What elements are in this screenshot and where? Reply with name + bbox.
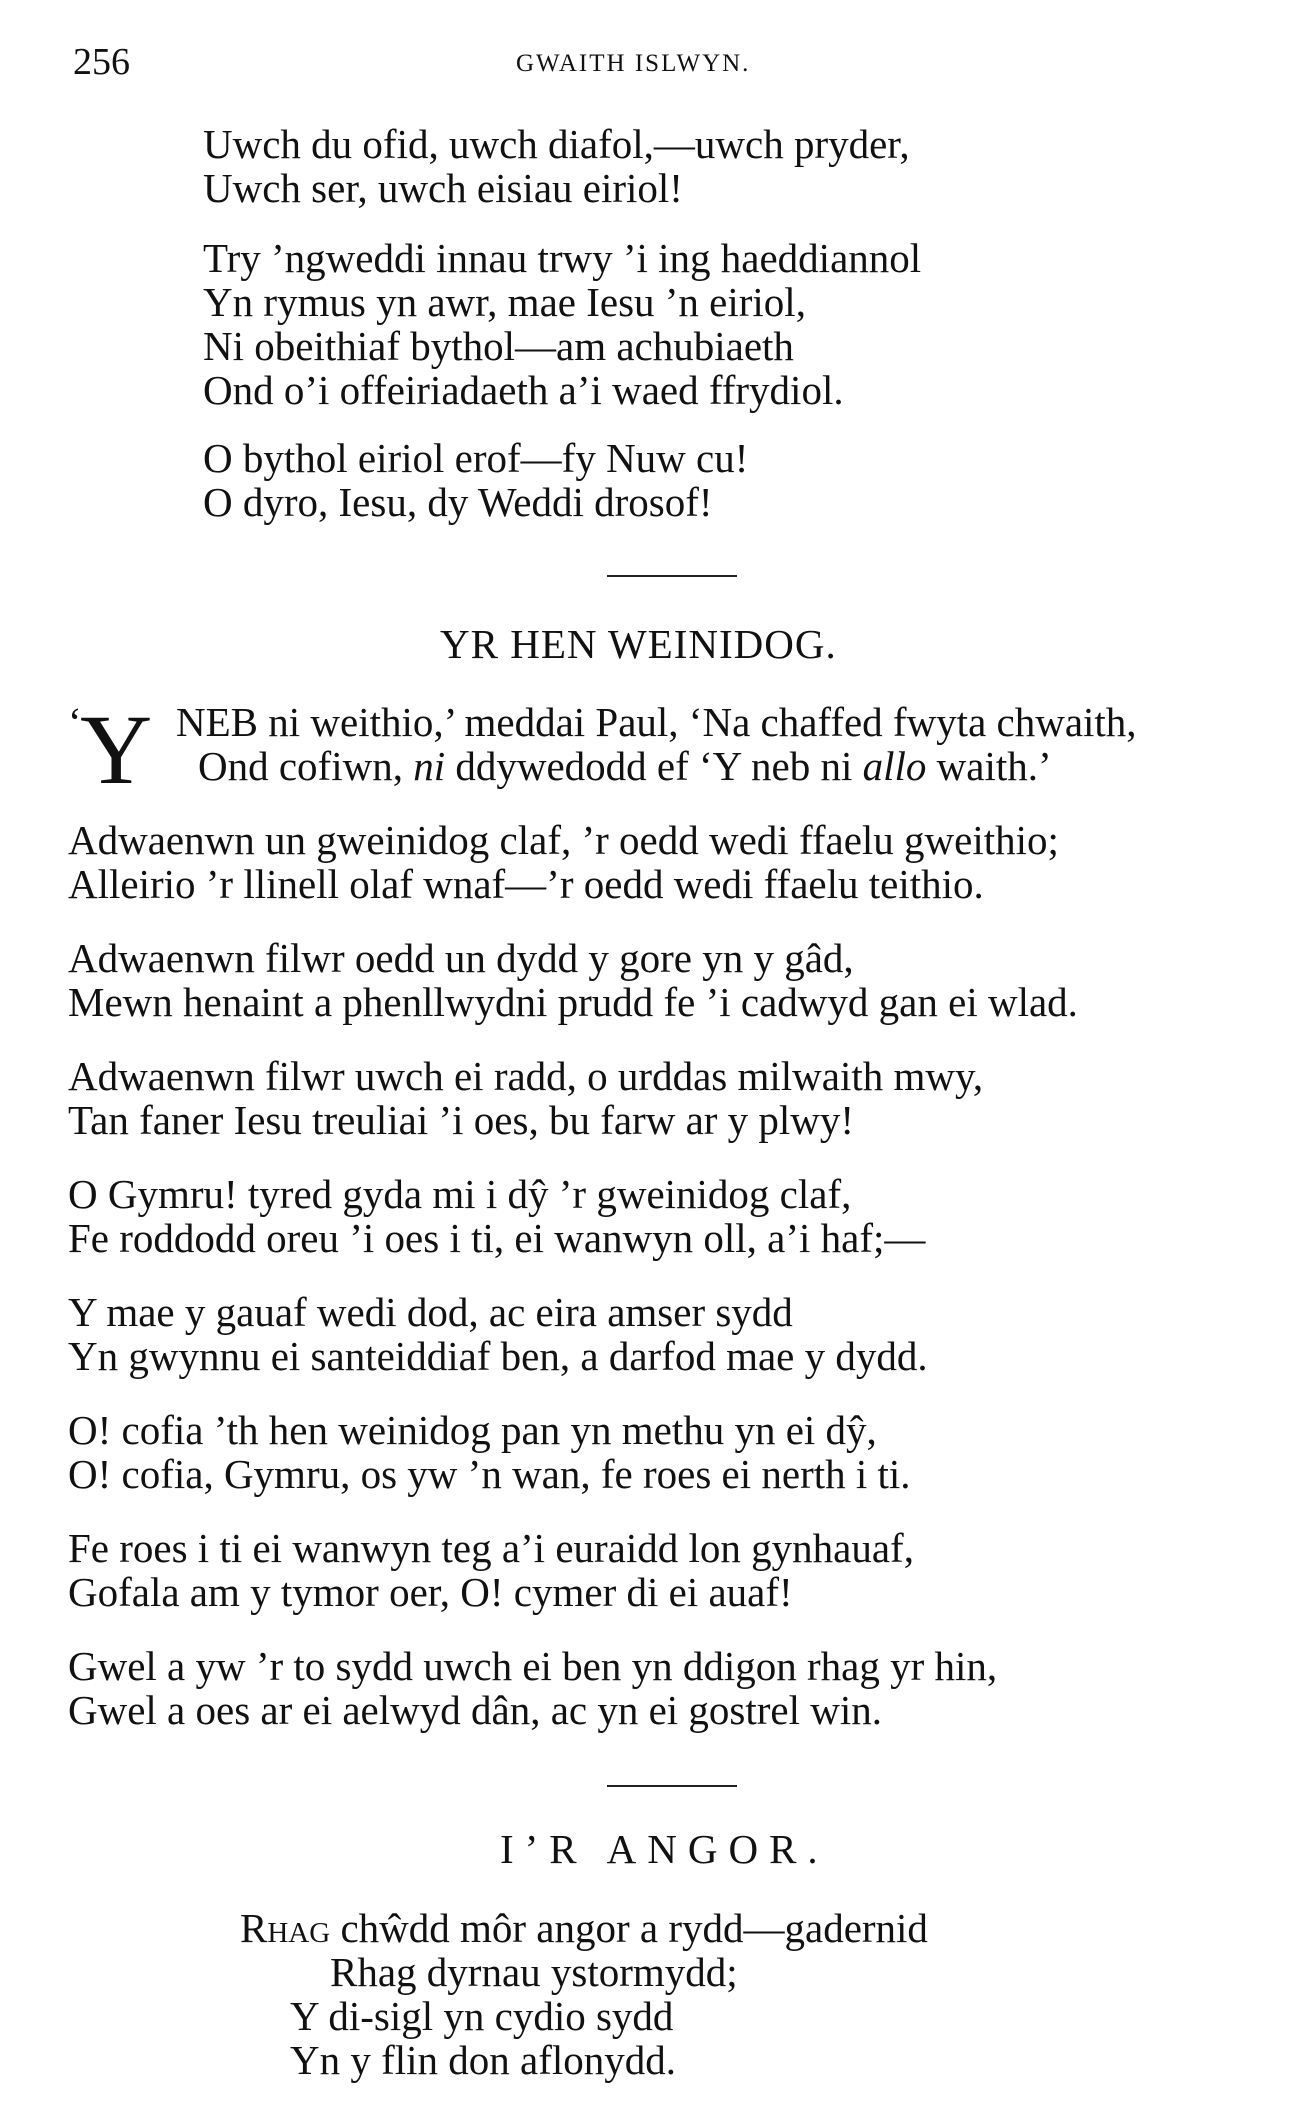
poem-line: O Gymru! tyred gyda mi i dŷ ’r gweinidog claf, — [68, 1171, 852, 1217]
section-divider — [607, 575, 737, 577]
text-run: waith.’ — [926, 743, 1052, 789]
text-run: Ond cofiwn, — [198, 743, 414, 789]
poem-line: Try ’ngweddi innau trwy ’i ing haeddiannol — [203, 235, 922, 281]
poem-line — [198, 744, 1052, 788]
first-word: Rhag — [240, 1905, 331, 1951]
drop-cap: Y — [80, 694, 153, 805]
poem-line: O! cofia ’th hen weinidog pan yn methu yn ei dŷ, — [68, 1407, 877, 1453]
poem-line: Y mae y gauaf wedi dod, ac eira amser sydd — [68, 1289, 793, 1335]
poem-line: Adwaenwn filwr uwch ei radd, o urddas milwaith mwy, — [68, 1053, 984, 1099]
open-quote: ‘ — [68, 699, 82, 745]
poem-line: Tan faner Iesu treuliai ’i oes, bu farw ar y plwy! — [68, 1097, 855, 1143]
poem-line: Rhag dyrnau ystormydd; — [330, 1949, 738, 1995]
page-number: 256 — [73, 41, 130, 83]
poem-line: Yn rymus yn awr, mae Iesu ’n eiriol, — [203, 279, 806, 325]
running-title: GWAITH ISLWYN. — [516, 50, 751, 77]
poem-line: Adwaenwn un gweinidog claf, ’r oedd wedi ffaelu gweithio; — [68, 817, 1059, 863]
text-run: chŵdd môr angor a rydd—gadernid — [330, 1905, 928, 1951]
poem-line: Fe roddodd oreu ’i oes i ti, ei wanwyn oll, a’i haf;— — [68, 1215, 926, 1261]
poem-line: Mewn henaint a phenllwydni prudd fe ’i cadwyd gan ei wlad. — [68, 979, 1078, 1025]
poem-line: O! cofia, Gymru, os yw ’n wan, fe roes ei nerth i ti. — [68, 1451, 911, 1497]
poem-title: YR HEN WEINIDOG. — [440, 621, 837, 667]
italic-word: ni — [413, 743, 446, 789]
italic-word: allo — [862, 743, 927, 789]
poem-line: Adwaenwn filwr oedd un dydd y gore yn y gâd, — [68, 935, 854, 981]
poem-line: Y di-sigl yn cydio sydd — [290, 1993, 674, 2039]
poem-line: Yn y flin don aflonydd. — [290, 2037, 677, 2083]
poem-line: Ond o’i offeiriadaeth a’i waed ffrydiol. — [203, 367, 844, 413]
poem-line: Gwel a yw ’r to sydd uwch ei ben yn ddigon rhag yr hin, — [68, 1643, 998, 1689]
poem-line: Gwel a oes ar ei aelwyd dân, ac yn ei gostrel win. — [68, 1687, 883, 1733]
poem-line: Alleirio ’r llinell olaf wnaf—’r oedd wedi ffaelu teithio. — [68, 861, 984, 907]
poem-line: O dyro, Iesu, dy Weddi drosof! — [203, 479, 713, 525]
poem-line: Uwch ser, uwch eisiau eiriol! — [203, 165, 683, 211]
poem-line: O bythol eiriol erof—fy Nuw cu! — [203, 435, 749, 481]
poem-line: Ni obeithiaf bythol—am achubiaeth — [203, 323, 794, 369]
poem-line: Yn gwynnu ei santeiddiaf ben, a darfod mae y dydd. — [68, 1333, 928, 1379]
text-run: ddywedodd ef ‘Y neb ni — [445, 743, 863, 789]
poem-line: NEB ni weithio,’ meddai Paul, ‘Na chaffed fwyta chwaith, — [176, 699, 1137, 745]
section-divider — [607, 1785, 737, 1787]
poem-title: I’R ANGOR. — [500, 1826, 829, 1872]
poem-line — [240, 1906, 928, 1950]
poem-line: Fe roes i ti ei wanwyn teg a’i euraidd lon gynhauaf, — [68, 1525, 914, 1571]
poem-line: Gofala am y tymor oer, O! cymer di ei auaf! — [68, 1569, 793, 1615]
poem-line: Uwch du ofid, uwch diafol,—uwch pryder, — [203, 121, 910, 167]
